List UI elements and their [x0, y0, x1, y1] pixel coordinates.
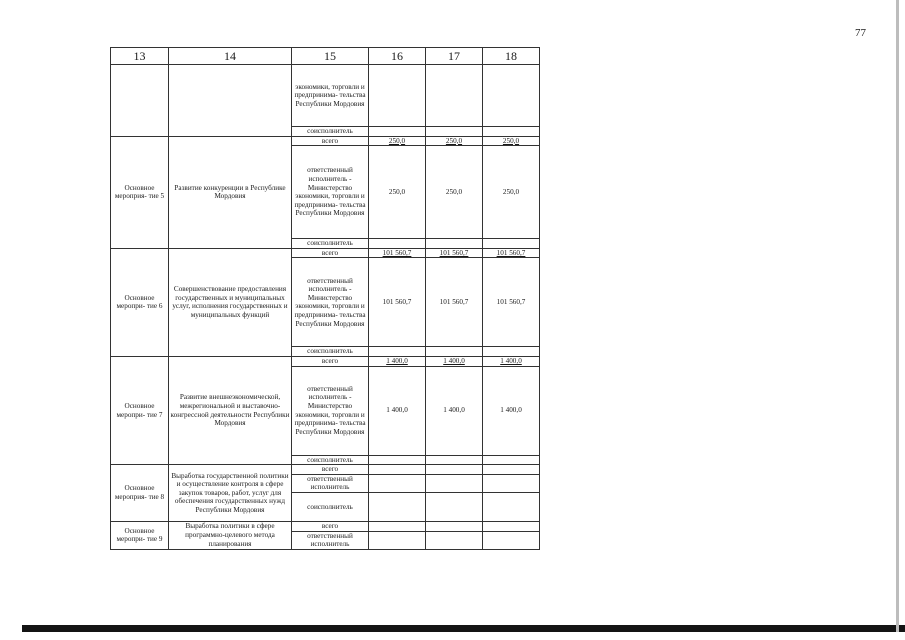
total-value-17: 250,0	[426, 136, 483, 146]
event-label: Основное меропри- тие 6	[111, 248, 169, 356]
value-cell	[369, 65, 426, 127]
table-row	[111, 136, 540, 146]
event-label: Основное меропри- тие 9	[111, 521, 169, 549]
total-value-18: 250,0	[483, 136, 540, 146]
page-number: 77	[855, 27, 866, 39]
value-cell	[369, 127, 426, 137]
value-cell	[483, 474, 540, 492]
measure-name: Выработка государственной политики и осуществление контроля в сфере закупок товаров, работ, услуг для обеспечения государственных нужд Республики Мордовия	[169, 465, 292, 522]
value-cell	[369, 474, 426, 492]
event-label: Основное мероприя- тие 5	[111, 136, 169, 248]
total-value-17: 101 560,7	[426, 248, 483, 258]
resp-value-16: 1 400,0	[369, 366, 426, 455]
executor-cell: экономики, торговли и предпринима- тельства Республики Мордовия	[292, 65, 369, 127]
header-row	[111, 48, 540, 65]
value-cell	[369, 465, 426, 475]
table-row	[111, 356, 540, 366]
resp-value-17: 101 560,7	[426, 258, 483, 347]
table-row	[111, 248, 540, 258]
measure-name: Развитие внешнеэкономической, межрегиональной и выставочно-конгрессной деятельности Республики Мордовия	[169, 356, 292, 464]
value-cell	[369, 492, 426, 521]
total-value-18: 1 400,0	[483, 356, 540, 366]
value-cell	[483, 347, 540, 357]
total-label: всего	[292, 465, 369, 475]
name-cell	[169, 65, 292, 137]
coexecutor-label: соисполнитель	[292, 492, 369, 521]
responsible-executor: ответственный исполнитель	[292, 531, 369, 549]
table-row	[111, 65, 540, 127]
resp-value-18: 250,0	[483, 146, 540, 239]
coexecutor-label: соисполнитель	[292, 347, 369, 357]
measure-name: Развитие конкуренции в Республике Мордовия	[169, 136, 292, 248]
value-cell	[426, 455, 483, 465]
value-cell	[426, 65, 483, 127]
responsible-executor: ответственный исполнитель	[292, 474, 369, 492]
value-cell	[369, 455, 426, 465]
total-value-17: 1 400,0	[426, 356, 483, 366]
program-table	[110, 47, 540, 550]
value-cell	[483, 521, 540, 531]
resp-value-18: 101 560,7	[483, 258, 540, 347]
value-cell	[426, 474, 483, 492]
total-value-18: 101 560,7	[483, 248, 540, 258]
value-cell	[426, 492, 483, 521]
col-header-18: 18	[483, 48, 540, 65]
value-cell	[426, 127, 483, 137]
resp-value-17: 1 400,0	[426, 366, 483, 455]
table-row	[111, 465, 540, 475]
event-cell	[111, 65, 169, 137]
value-cell	[426, 521, 483, 531]
value-cell	[483, 465, 540, 475]
event-label: Основное меропри- тие 7	[111, 356, 169, 464]
responsible-executor: ответственный исполнитель - Министерство экономики, торговли и предпринима- тельства Республики Мордовия	[292, 258, 369, 347]
value-cell	[483, 239, 540, 249]
total-label: всего	[292, 248, 369, 258]
value-cell	[369, 531, 426, 549]
total-label: всего	[292, 521, 369, 531]
value-cell	[426, 465, 483, 475]
coexecutor-label: соисполнитель	[292, 239, 369, 249]
resp-value-16: 250,0	[369, 146, 426, 239]
scan-right-edge	[896, 0, 899, 632]
responsible-executor: ответственный исполнитель - Министерство экономики, торговли и предпринима- тельства Республики Мордовия	[292, 366, 369, 455]
resp-value-16: 101 560,7	[369, 258, 426, 347]
measure-name: Совершенствование предоставления государственных и муниципальных услуг, исполнения государственных и муниципальных функций	[169, 248, 292, 356]
value-cell	[369, 239, 426, 249]
resp-value-18: 1 400,0	[483, 366, 540, 455]
value-cell	[483, 127, 540, 137]
value-cell	[483, 492, 540, 521]
value-cell	[426, 239, 483, 249]
responsible-executor: ответственный исполнитель - Министерство экономики, торговли и предпринима- тельства Республики Мордовия	[292, 146, 369, 239]
value-cell	[369, 521, 426, 531]
coexecutor-label: соисполнитель	[292, 455, 369, 465]
value-cell	[483, 65, 540, 127]
value-cell	[426, 347, 483, 357]
total-value-16: 250,0	[369, 136, 426, 146]
total-value-16: 101 560,7	[369, 248, 426, 258]
col-header-13: 13	[111, 48, 169, 65]
col-header-15: 15	[292, 48, 369, 65]
coexecutor-cell: соисполнитель	[292, 127, 369, 137]
total-label: всего	[292, 136, 369, 146]
resp-value-17: 250,0	[426, 146, 483, 239]
measure-name: Выработка политики в сфере программно-целевого метода планирования	[169, 521, 292, 549]
table-row	[111, 521, 540, 531]
event-label: Основное мероприя- тие 8	[111, 465, 169, 522]
value-cell	[369, 347, 426, 357]
total-value-16: 1 400,0	[369, 356, 426, 366]
value-cell	[483, 455, 540, 465]
col-header-17: 17	[426, 48, 483, 65]
value-cell	[426, 531, 483, 549]
value-cell	[483, 531, 540, 549]
col-header-14: 14	[169, 48, 292, 65]
col-header-16: 16	[369, 48, 426, 65]
total-label: всего	[292, 356, 369, 366]
scan-bottom-edge	[22, 625, 905, 632]
